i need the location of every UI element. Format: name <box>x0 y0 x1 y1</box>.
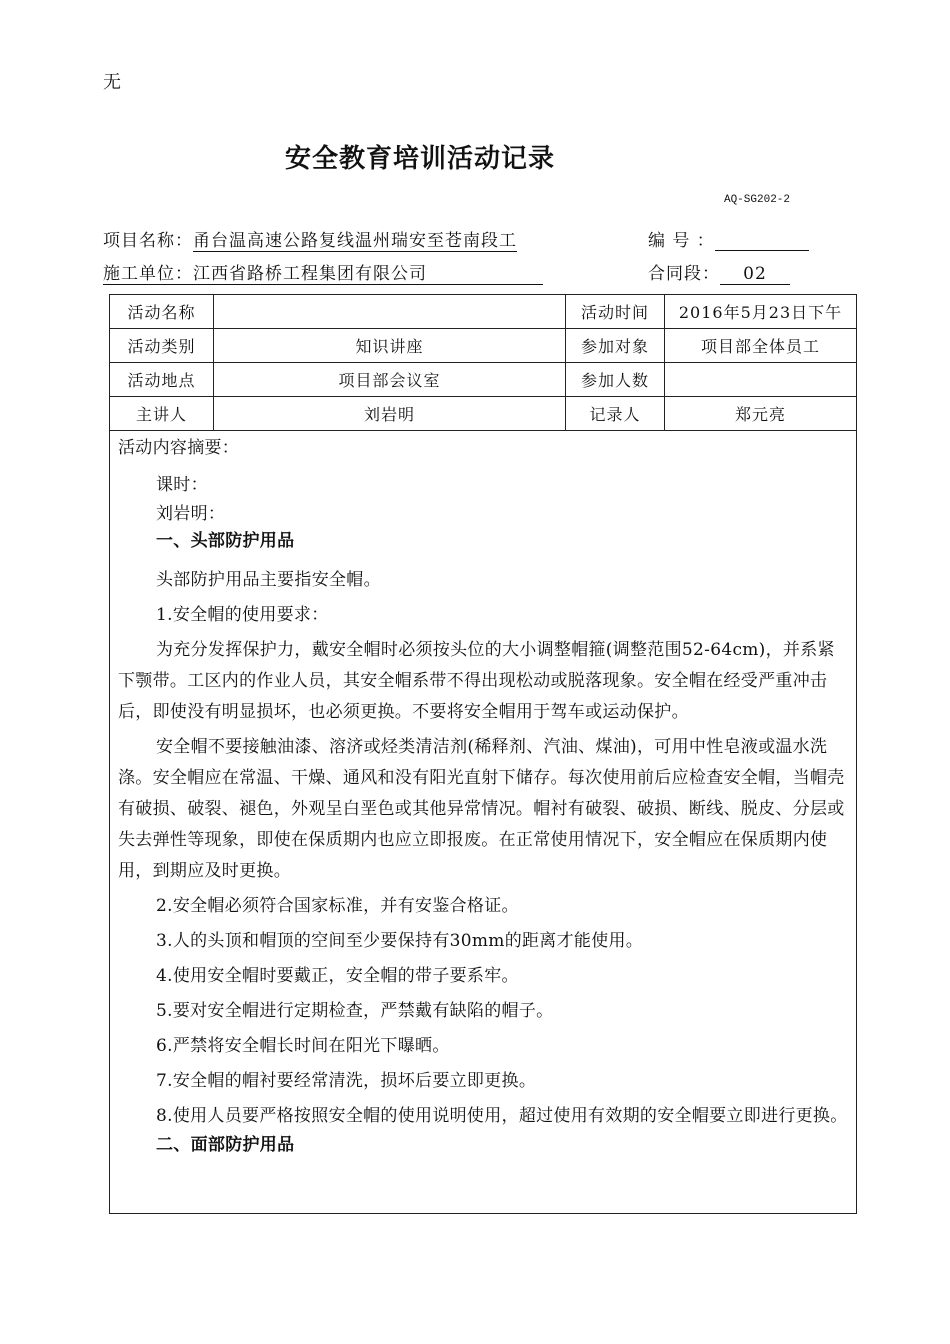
number-row <box>648 226 809 251</box>
table-row <box>110 363 857 397</box>
activity-name-label: 活动名称 <box>110 295 214 329</box>
list-item: 1.安全帽的使用要求： <box>156 605 329 625</box>
location-value: 项目部会议室 <box>214 363 566 397</box>
project-row <box>103 226 517 251</box>
number-label: 编 号 ： <box>648 231 715 251</box>
section-heading: 一、头部防护用品 <box>156 531 295 551</box>
table-row <box>110 431 857 1214</box>
participants-label: 参加对象 <box>566 329 665 363</box>
list-item: 4.使用安全帽时要戴正，安全帽的带子要系牢。 <box>156 966 519 986</box>
speaker-line: 刘岩明： <box>156 504 226 524</box>
list-item: 7.安全帽的帽衬要经常清洗，损坏后要立即更换。 <box>156 1071 537 1091</box>
paragraph: 安全帽不要接触油漆、溶济或烃类清洁剂(稀释剂、汽油、煤油)，可用中性皂液或温水洗涤。安全帽应在常温、干燥、通风和没有阳光直射下储存。每次使用前后应检查安全帽，当帽壳有破损、破裂、褪色，外观呈白垩色或其他异常情况。帽衬有破裂、破损、断线、脱皮、分层或失去弹性等现象，即使在保质期内也应立即报废。在正常使用情况下，安全帽应在保质期内使用，到期应及时更换。 <box>118 737 845 881</box>
form-code: AQ-SG202-2 <box>723 194 790 206</box>
content-body <box>110 431 856 1159</box>
list-item: 3.人的头顶和帽顶的空间至少要保持有30mm的距离才能使用。 <box>156 931 644 951</box>
activity-time-label: 活动时间 <box>566 295 665 329</box>
contract-label: 合同段： <box>648 264 720 284</box>
summary-label: 活动内容摘要： <box>118 438 240 458</box>
speaker-value: 刘岩明 <box>214 397 566 431</box>
paragraph: 为充分发挥保护力，戴安全帽时必须按头位的大小调整帽箍(调整范围52-64cm)，并系紧下颚带。工区内的作业人员，其安全帽系带不得出现松动或脱落现象。安全帽在经受严重冲击后，即使没有明显损坏，也必须更换。不要将安全帽用于驾车或运动保护。 <box>118 640 835 722</box>
table-row <box>110 397 857 431</box>
number-blank <box>715 234 809 251</box>
activity-name-value <box>214 295 566 329</box>
table-row <box>110 329 857 363</box>
activity-type-label: 活动类别 <box>110 329 214 363</box>
list-item: 6.严禁将安全帽长时间在阳光下曝晒。 <box>156 1036 450 1056</box>
unit-value: 江西省路桥工程集团有限公司 <box>193 264 427 284</box>
activity-type-value: 知识讲座 <box>214 329 566 363</box>
recorder-label: 记录人 <box>566 397 665 431</box>
section-heading: 二、面部防护用品 <box>156 1135 295 1155</box>
table-row <box>110 295 857 329</box>
contract-row <box>648 259 790 285</box>
contract-value: 02 <box>720 264 790 285</box>
participants-value: 项目部全体员工 <box>665 329 857 363</box>
activity-time-value: 2016年5月23日下午 <box>665 295 857 329</box>
list-item: 8.使用人员要严格按照安全帽的使用说明使用，超过使用有效期的安全帽要立即进行更换。 <box>156 1106 848 1126</box>
page-title: 安全教育培训活动记录 <box>284 144 555 174</box>
paragraph: 头部防护用品主要指安全帽。 <box>156 570 381 590</box>
content-cell <box>110 431 857 1214</box>
count-value <box>665 363 857 397</box>
list-item: 5.要对安全帽进行定期检查，严禁戴有缺陷的帽子。 <box>156 1001 554 1021</box>
project-value: 甬台温高速公路复线温州瑞安至苍南段工 <box>193 231 517 251</box>
hours-label: 课时： <box>156 475 208 495</box>
corner-mark: 无 <box>103 72 121 93</box>
list-item: 2.安全帽必须符合国家标准，并有安鉴合格证。 <box>156 896 519 916</box>
recorder-value: 郑元亮 <box>665 397 857 431</box>
unit-row <box>103 259 543 285</box>
record-table <box>109 294 857 1214</box>
count-label: 参加人数 <box>566 363 665 397</box>
project-label: 项目名称： <box>103 231 193 251</box>
location-label: 活动地点 <box>110 363 214 397</box>
unit-label: 施工单位： <box>103 264 193 284</box>
speaker-label: 主讲人 <box>110 397 214 431</box>
